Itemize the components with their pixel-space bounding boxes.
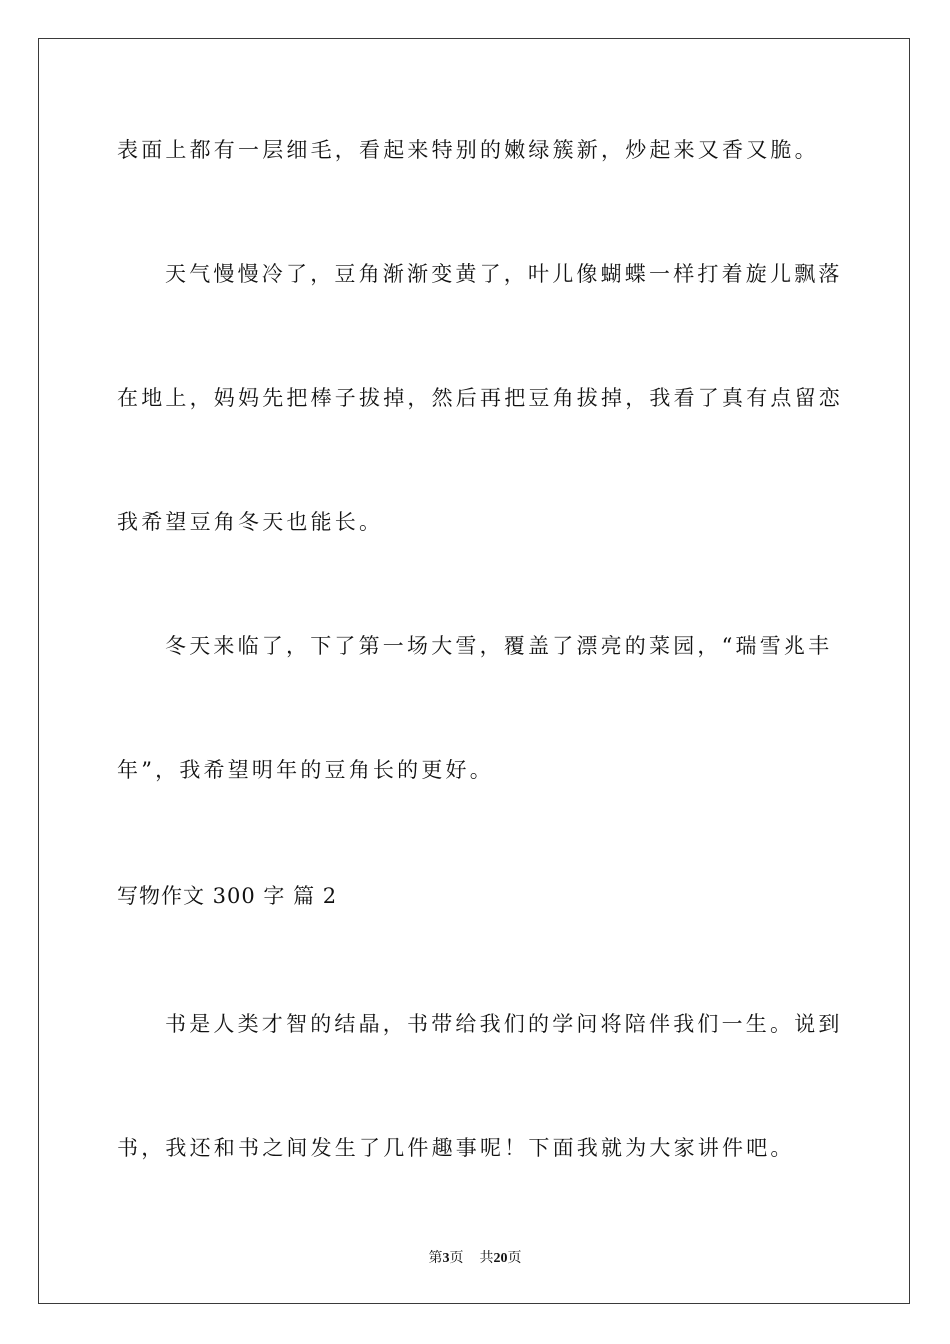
paragraph-start-line-2: 天气慢慢冷了，豆角渐渐变黄了，叶儿像蝴蝶一样打着旋儿飘落 xyxy=(165,262,843,286)
page-footer xyxy=(0,1247,950,1267)
body-line-9: 书，我还和书之间发生了几件趣事呢！下面我就为大家讲件吧。 xyxy=(117,1136,795,1160)
footer-total-suffix: 页 xyxy=(507,1250,522,1266)
footer-total-prefix: 共 xyxy=(479,1250,494,1266)
paragraph-start-line-5: 冬天来临了，下了第一场大雪，覆盖了漂亮的菜园，“瑞雪兆丰 xyxy=(165,634,833,658)
page-border xyxy=(38,38,910,1304)
footer-page-suffix: 页 xyxy=(449,1250,464,1266)
footer-current-page: 3 xyxy=(442,1251,450,1266)
footer-total-pages: 20 xyxy=(493,1251,508,1266)
section-heading: 写物作文 300 字 篇 2 xyxy=(117,884,338,908)
body-line-6: 年”，我希望明年的豆角长的更好。 xyxy=(117,758,494,782)
body-line-3: 在地上，妈妈先把棒子拔掉，然后再把豆角拔掉，我看了真有点留恋 xyxy=(117,386,843,410)
paragraph-start-line-8: 书是人类才智的结晶，书带给我们的学问将陪伴我们一生。说到 xyxy=(165,1012,843,1036)
body-line-4: 我希望豆角冬天也能长。 xyxy=(117,510,384,534)
footer-prefix: 第 xyxy=(428,1250,443,1266)
body-line-1: 表面上都有一层细毛，看起来特别的嫩绿簇新，炒起来又香又脆。 xyxy=(117,138,819,162)
